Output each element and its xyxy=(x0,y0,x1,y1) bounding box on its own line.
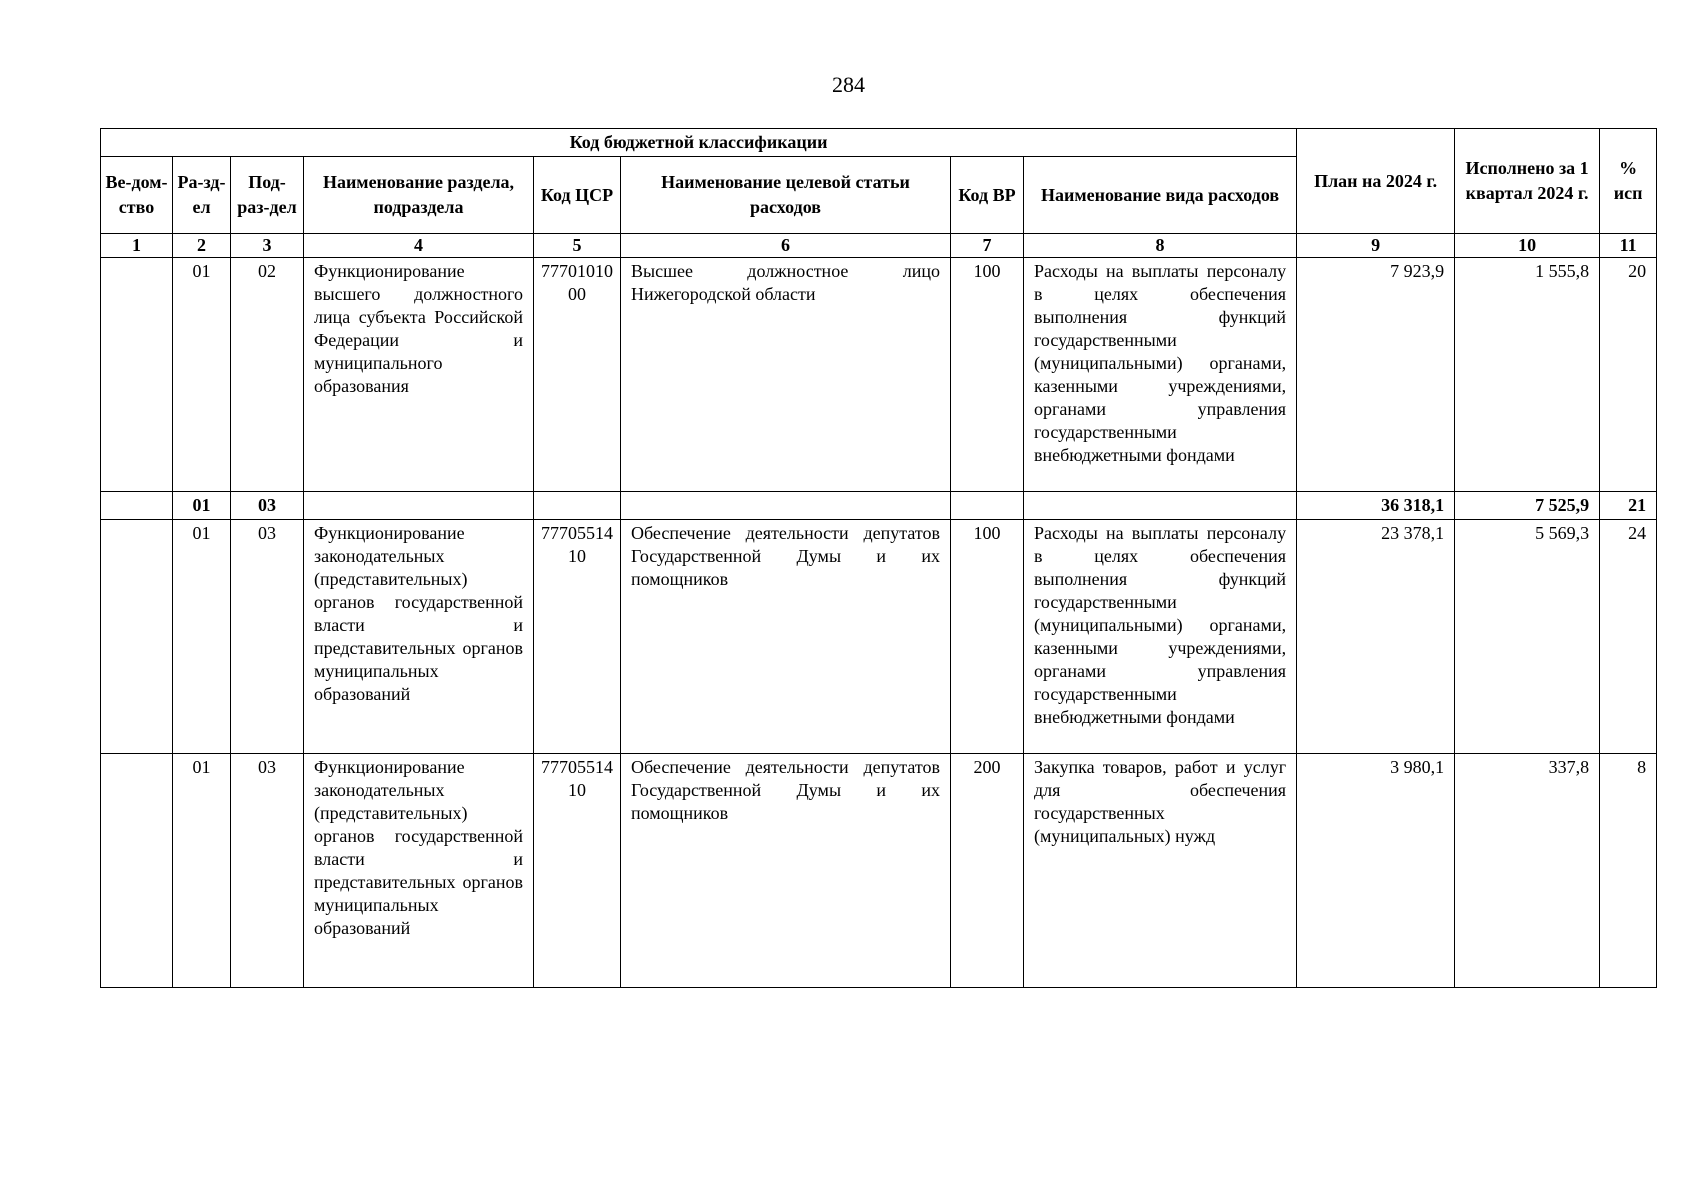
header-naim-razdela: Наименование раздела, подраздела xyxy=(304,157,534,234)
cell-naim-celevoy: Высшее должностное лицо Нижегородской области xyxy=(621,258,951,492)
cell-kod-csr: 7770551410 xyxy=(534,754,621,988)
cell-vedomstvo xyxy=(101,520,173,754)
header-pct: % исп xyxy=(1600,129,1657,234)
column-number: 4 xyxy=(304,234,534,258)
cell-kod-vr: 100 xyxy=(951,258,1024,492)
cell-ispolneno: 1 555,8 xyxy=(1455,258,1600,492)
cell-kod-vr: 200 xyxy=(951,754,1024,988)
column-number: 9 xyxy=(1297,234,1455,258)
cell-plan: 3 980,1 xyxy=(1297,754,1455,988)
cell-plan: 7 923,9 xyxy=(1297,258,1455,492)
cell-naim-vida xyxy=(1024,492,1297,520)
column-number: 7 xyxy=(951,234,1024,258)
budget-table xyxy=(100,128,1657,988)
cell-naim-razdela: Функционирование высшего должностного лица субъекта Российской Федерации и муниципального образования xyxy=(304,258,534,492)
cell-kod-csr: 7770101000 xyxy=(534,258,621,492)
cell-naim-razdela xyxy=(304,492,534,520)
cell-kod-csr xyxy=(534,492,621,520)
cell-plan: 23 378,1 xyxy=(1297,520,1455,754)
cell-razdel: 01 xyxy=(173,520,231,754)
cell-naim-vida: Расходы на выплаты персоналу в целях обеспечения выполнения функций государственными (муниципальными) органами, казенными учреждениями, органами управления государственными внебюджетными фондами xyxy=(1024,258,1297,492)
table-row xyxy=(101,754,1657,988)
cell-kod-vr: 100 xyxy=(951,520,1024,754)
cell-ispolneno: 337,8 xyxy=(1455,754,1600,988)
cell-pct: 24 xyxy=(1600,520,1657,754)
cell-podrazdel: 03 xyxy=(231,492,304,520)
column-number: 2 xyxy=(173,234,231,258)
cell-plan: 36 318,1 xyxy=(1297,492,1455,520)
cell-vedomstvo xyxy=(101,754,173,988)
cell-naim-vida: Закупка товаров, работ и услуг для обеспечения государственных (муниципальных) нужд xyxy=(1024,754,1297,988)
cell-razdel: 01 xyxy=(173,492,231,520)
column-number: 3 xyxy=(231,234,304,258)
group-header: Код бюджетной классификации xyxy=(101,129,1297,157)
cell-naim-razdela: Функционирование законодательных (представительных) органов государственной власти и представительных органов муниципальных образований xyxy=(304,520,534,754)
column-numbers-row xyxy=(101,234,1657,258)
column-number: 1 xyxy=(101,234,173,258)
cell-kod-vr xyxy=(951,492,1024,520)
cell-razdel: 01 xyxy=(173,258,231,492)
table-row xyxy=(101,520,1657,754)
cell-pct: 8 xyxy=(1600,754,1657,988)
column-number: 8 xyxy=(1024,234,1297,258)
column-number: 11 xyxy=(1600,234,1657,258)
cell-naim-razdela: Функционирование законодательных (представительных) органов государственной власти и представительных органов муниципальных образований xyxy=(304,754,534,988)
cell-razdel: 01 xyxy=(173,754,231,988)
cell-vedomstvo xyxy=(101,492,173,520)
cell-vedomstvo xyxy=(101,258,173,492)
table-row xyxy=(101,258,1657,492)
column-number: 6 xyxy=(621,234,951,258)
header-kod-csr: Код ЦСР xyxy=(534,157,621,234)
cell-podrazdel: 03 xyxy=(231,520,304,754)
cell-podrazdel: 02 xyxy=(231,258,304,492)
cell-ispolneno: 7 525,9 xyxy=(1455,492,1600,520)
column-number: 10 xyxy=(1455,234,1600,258)
table-row-subtotal xyxy=(101,492,1657,520)
column-number: 5 xyxy=(534,234,621,258)
header-naim-vida: Наименование вида расходов xyxy=(1024,157,1297,234)
header-ispolneno: Исполнено за 1 квартал 2024 г. xyxy=(1455,129,1600,234)
cell-naim-celevoy xyxy=(621,492,951,520)
cell-naim-celevoy: Обеспечение деятельности депутатов Государственной Думы и их помощников xyxy=(621,520,951,754)
page-number: 284 xyxy=(832,72,865,97)
cell-podrazdel: 03 xyxy=(231,754,304,988)
cell-naim-vida: Расходы на выплаты персоналу в целях обеспечения выполнения функций государственными (муниципальными) органами, казенными учреждениями, органами управления государственными внебюджетными фондами xyxy=(1024,520,1297,754)
header-plan: План на 2024 г. xyxy=(1297,129,1455,234)
cell-ispolneno: 5 569,3 xyxy=(1455,520,1600,754)
cell-kod-csr: 7770551410 xyxy=(534,520,621,754)
cell-pct: 21 xyxy=(1600,492,1657,520)
header-razdel: Ра-зд-ел xyxy=(173,157,231,234)
cell-pct: 20 xyxy=(1600,258,1657,492)
header-vedomstvo: Ве-дом-ство xyxy=(101,157,173,234)
header-kod-vr: Код ВР xyxy=(951,157,1024,234)
header-naim-celevoy: Наименование целевой статьи расходов xyxy=(621,157,951,234)
header-podrazdel: Под-раз-дел xyxy=(231,157,304,234)
cell-naim-celevoy: Обеспечение деятельности депутатов Государственной Думы и их помощников xyxy=(621,754,951,988)
